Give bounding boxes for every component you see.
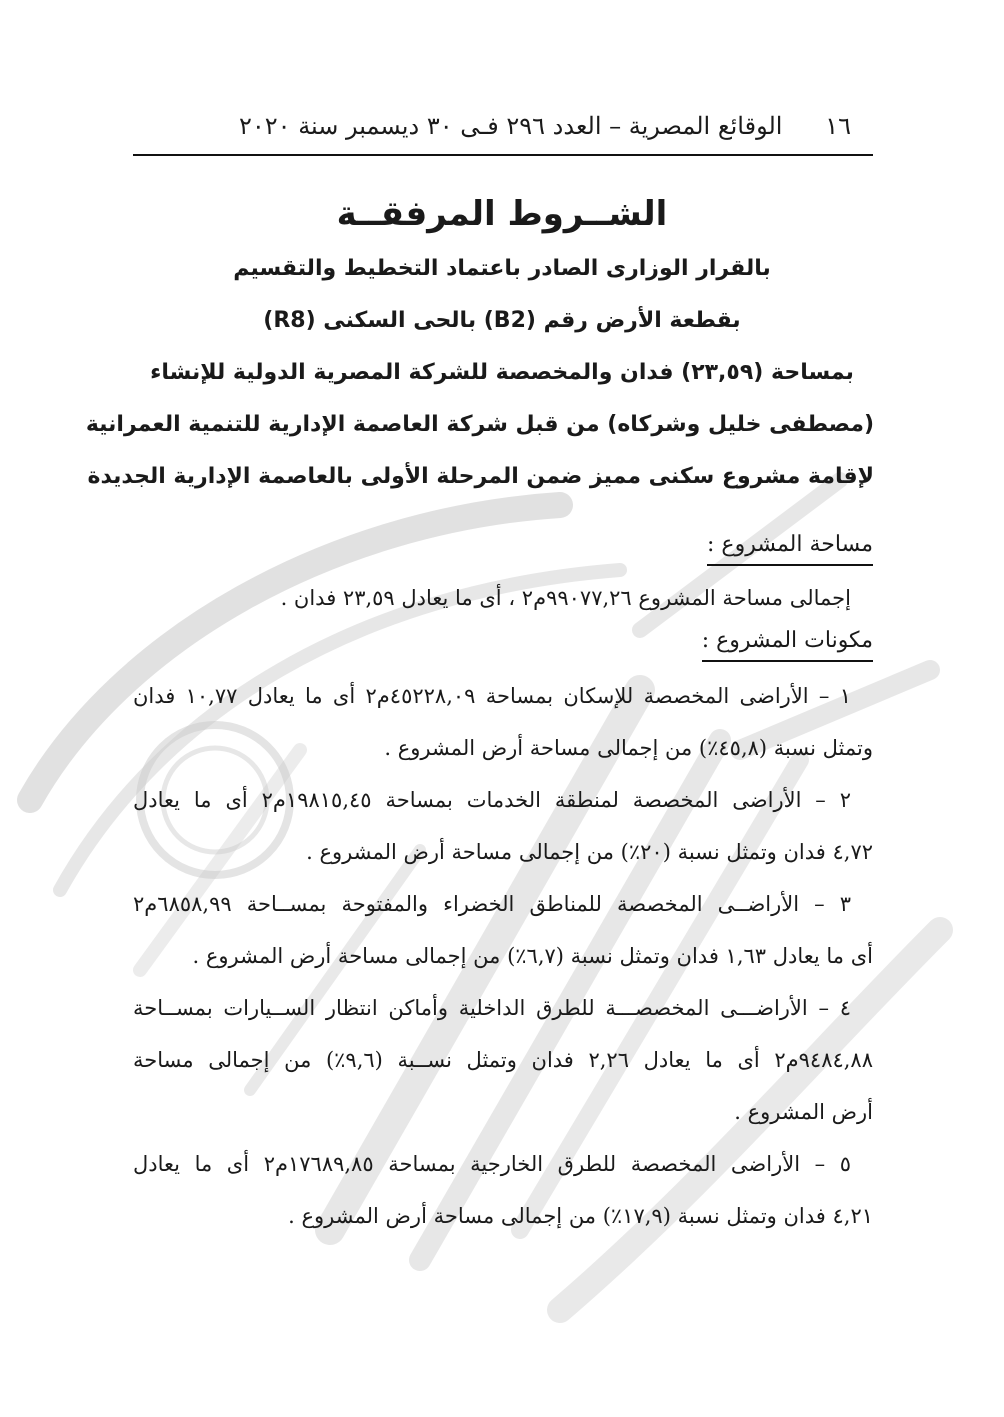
item-line: ٤,٧٢ فدان وتمثل نسبة (٢٠٪) من إجمالى مساحة أرض المشروع .: [306, 840, 873, 864]
subtitle-line-2: بقطعة الأرض رقم (B2) بالحى السكنى (R8): [263, 308, 741, 333]
project-components-heading: مكونات المشروع :: [702, 624, 873, 662]
project-area-heading: مساحة المشروع :: [707, 528, 873, 566]
component-item-2: [133, 774, 873, 878]
subtitle-line-5: لإقامة مشروع سكنى مميز ضمن المرحلة الأولى بالعاصمة الإدارية الجديدة: [87, 464, 874, 489]
item-line: أى ما يعادل ١,٦٣ فدان وتمثل نسبة (٦,٧٪) من إجمالى مساحة أرض المشروع .: [192, 944, 873, 968]
component-item-1: [133, 670, 873, 774]
subtitle-line-1: بالقرار الوزارى الصادر باعتماد التخطيط والتقسيم: [233, 256, 771, 281]
subtitle-line-3: بمساحة (٢٣,٥٩) فدان والمخصصة للشركة المصرية الدولية للإنشاء: [150, 360, 854, 385]
item-line: ٣ – الأراضــى المخصصة للمناطق الخضراء والمفتوحة بمســاحة ٦٨٥٨,٩٩م٢: [133, 892, 851, 916]
project-area-text: إجمالى مساحة المشروع ٩٩٠٧٧,٢٦م٢ ، أى ما يعادل ٢٣,٥٩ فدان .: [280, 586, 851, 610]
item-line: ٩٤٨٤,٨٨م٢ أى ما يعادل ٢,٢٦ فدان وتمثل نســبة (٩,٦٪) من إجمالى مساحة: [133, 1048, 873, 1072]
item-line: ٢ – الأراضى المخصصة لمنطقة الخدمات بمساحة ١٩٨١٥,٤٥م٢ أى ما يعادل: [133, 788, 851, 812]
page-header: [133, 110, 873, 156]
item-line: ٥ – الأراضى المخصصة للطرق الخارجية بمساحة ١٧٦٨٩,٨٥م٢ أى ما يعادل: [133, 1152, 851, 1176]
document-titles: [85, 185, 874, 503]
item-line: ١ – الأراضى المخصصة للإسكان بمساحة ٤٥٢٢٨,٠٩م٢ أى ما يعادل ١٠,٧٧ فدان: [133, 684, 852, 708]
item-line: وتمثل نسبة (٤٥,٨٪) من إجمالى مساحة أرض المشروع .: [384, 736, 873, 760]
item-line: ٤ – الأراضـــى المخصصـــة للطرق الداخلية وأماكن انتظار الســيارات بمســاحة: [133, 996, 851, 1020]
document-body: [133, 528, 873, 1242]
page-number: ١٦: [825, 112, 851, 140]
header-divider: [133, 154, 873, 156]
subtitle-line-4: (مصطفى خليل وشركاه) من قبل شركة العاصمة الإدارية للتنمية العمرانية: [85, 412, 874, 437]
component-item-4: [133, 982, 873, 1138]
document-title: الشــروط المرفقــة: [336, 194, 668, 234]
journal-issue-line: الوقائع المصرية – العدد ٢٩٦ فـى ٣٠ ديسمبر سنة ٢٠٢٠: [239, 112, 783, 140]
component-item-3: [133, 878, 873, 982]
component-item-5: [133, 1138, 873, 1242]
item-line: أرض المشروع .: [734, 1100, 873, 1124]
item-line: ٤,٢١ فدان وتمثل نسبة (١٧,٩٪) من إجمالى مساحة أرض المشروع .: [288, 1204, 873, 1228]
